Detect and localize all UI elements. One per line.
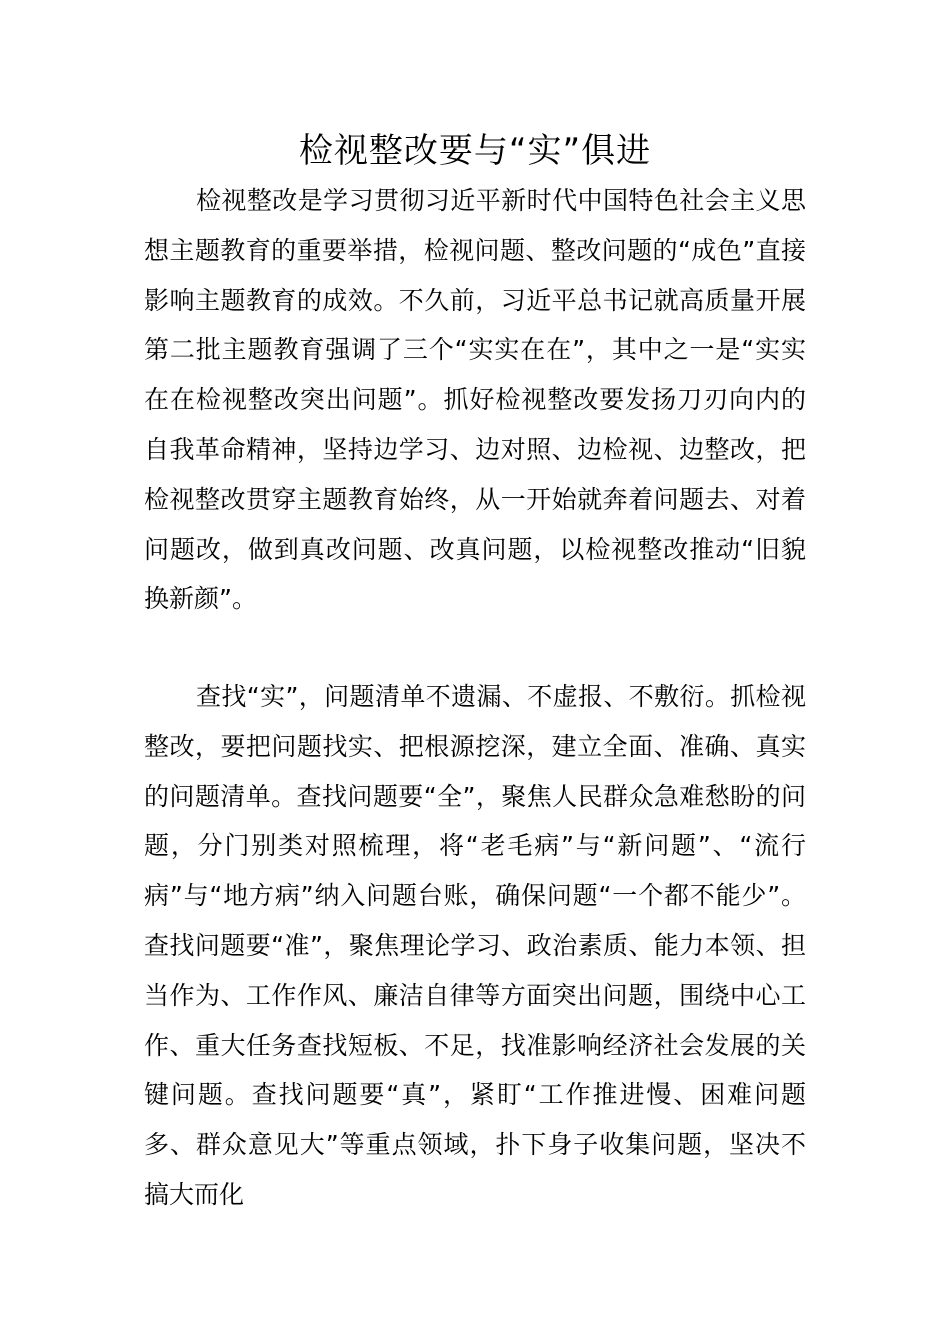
paragraph-intro: 检视整改是学习贯彻习近平新时代中国特色社会主义思想主题教育的重要举措，检视问题、整改问题的“成色”直接影响主题教育的成效。不久前，习近平总书记就高质量开展第二批主题教育强调了三个“实实在在”，其中之一是“实实在在检视整改突出问题”。抓好检视整改要发扬刀刃向内的自我革命精神，坚持边学习、边对照、边检视、边整改，把检视整改贯穿主题教育始终，从一开始就奔着问题去、对着问题改，做到真改问题、改真问题，以检视整改推动“旧貌换新颜”。 [144, 186, 806, 614]
document-title: 检视整改要与“实”俱进 [298, 131, 652, 171]
paragraph-find-real: 查找“实”，问题清单不遗漏、不虚报、不敷衍。抓检视整改，要把问题找实、把根源挖深，建立全面、准确、真实的问题清单。查找问题要“全”，聚焦人民群众急难愁盼的问题，分门别类对照梳理，将“老毛病”与“新问题”、“流行病”与“地方病”纳入问题台账，确保问题“一个都不能少”。查找问题要“准”，聚焦理论学习、政治素质、能力本领、担当作为、工作作风、廉洁自律等方面突出问题，围绕中心工作、重大任务查找短板、不足，找准影响经济社会发展的关键问题。查找问题要“真”，紧盯“工作推进慢、困难问题多、群众意见大”等重点领域，扑下身子收集问题，坚决不搞大而化 [144, 682, 806, 1209]
